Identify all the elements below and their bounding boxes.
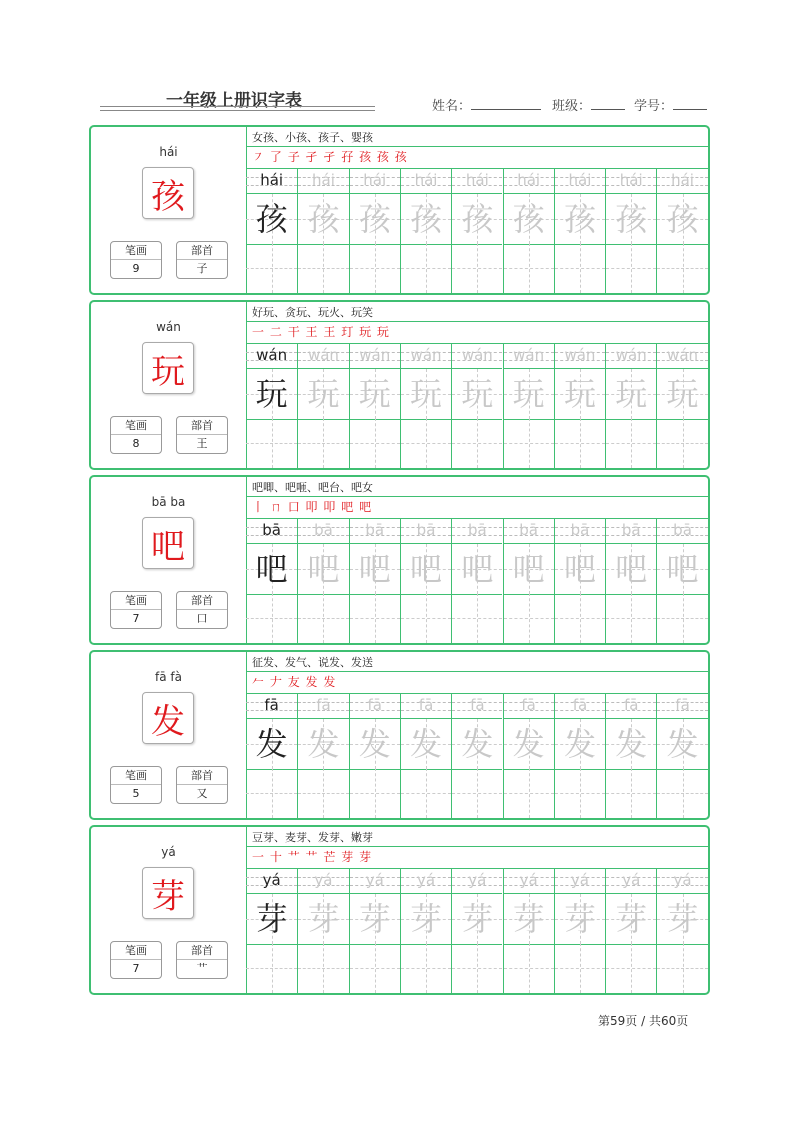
- strokes-label: 笔画: [111, 242, 161, 260]
- grid-pinyin: yá: [314, 871, 333, 889]
- grid-pinyin: fā: [675, 696, 690, 714]
- stroke-step: 丨: [252, 500, 266, 514]
- grid-character: 吧: [410, 550, 443, 588]
- stroke-step: 𠂇: [269, 675, 283, 689]
- stroke-step: 王: [323, 325, 337, 339]
- grid-character: 芽: [666, 900, 699, 938]
- grid-character: 芽: [307, 900, 340, 938]
- grid-character: 发: [512, 725, 545, 763]
- stroke-step: 芒: [323, 850, 337, 864]
- practice-cell[interactable]: [349, 869, 400, 993]
- grid-pinyin: hái: [312, 171, 335, 189]
- practice-cell[interactable]: [400, 519, 451, 643]
- grid-character: 玩: [563, 375, 596, 413]
- radical-value: 子: [196, 262, 208, 275]
- grid-character: 玩: [666, 375, 699, 413]
- radical-value: 艹: [196, 962, 208, 975]
- practice-cell[interactable]: [349, 344, 400, 468]
- practice-cell[interactable]: [451, 169, 502, 293]
- stroke-step: 发: [305, 675, 319, 689]
- word-examples: 征发、发气、说发、发送: [252, 656, 373, 669]
- grid-character: 吧: [358, 550, 391, 588]
- grid-pinyin: hái: [414, 171, 438, 189]
- grid-pinyin: hái: [671, 171, 694, 189]
- stroke-step: 叩: [323, 500, 337, 514]
- grid-character: 发: [255, 725, 288, 763]
- strokes-box: [110, 766, 162, 804]
- grid-pinyin: fā: [521, 696, 536, 714]
- practice-grid: [246, 694, 708, 818]
- grid-pinyin: wán: [359, 346, 391, 364]
- strokes-box: [110, 591, 162, 629]
- practice-cell[interactable]: [554, 169, 605, 293]
- grid-pinyin: yá: [468, 871, 487, 889]
- radical-box: [176, 241, 228, 279]
- practice-cell[interactable]: [246, 344, 297, 468]
- stroke-order: [252, 497, 372, 517]
- practice-cell[interactable]: [503, 694, 554, 818]
- grid-pinyin: fā: [316, 696, 331, 714]
- character-pinyin: hái: [159, 145, 178, 159]
- practice-cell[interactable]: [503, 169, 554, 293]
- grid-pinyin: bā: [673, 521, 692, 539]
- grid-pinyin: bā: [519, 521, 538, 539]
- practice-cell[interactable]: [605, 169, 656, 293]
- grid-character: 吧: [512, 550, 545, 588]
- character-card: [89, 650, 710, 820]
- practice-panel: [246, 477, 708, 643]
- grid-character: 吧: [563, 550, 596, 588]
- grid-character: 芽: [563, 900, 596, 938]
- strokes-box: [110, 941, 162, 979]
- character-display: 发: [142, 692, 194, 744]
- grid-character: 玩: [410, 375, 443, 413]
- stroke-step: 王: [305, 325, 319, 339]
- class-field[interactable]: [552, 95, 625, 114]
- grid-pinyin: fā: [418, 696, 434, 714]
- radical-box: [176, 416, 228, 454]
- grid-character: 玩: [512, 375, 545, 413]
- stroke-step: 艹: [287, 850, 301, 864]
- stroke-step: ㇇: [252, 150, 266, 164]
- grid-pinyin: fā: [367, 696, 382, 714]
- name-label: 姓名：: [432, 99, 472, 114]
- page-title: 一年级上册识字表: [166, 91, 302, 111]
- grid-character: 玩: [255, 375, 288, 413]
- practice-cell[interactable]: [400, 169, 451, 293]
- grid-pinyin: bā: [262, 521, 281, 539]
- grid-pinyin: yá: [673, 871, 692, 889]
- character-pinyin: yá: [161, 845, 176, 859]
- word-examples: 好玩、贪玩、玩火、玩笑: [252, 306, 373, 319]
- practice-cell[interactable]: [554, 869, 605, 993]
- practice-cell[interactable]: [656, 694, 707, 818]
- strokes-label: 笔画: [111, 592, 161, 610]
- stroke-step: 𠂉: [252, 675, 266, 689]
- character-display: 玩: [142, 342, 194, 394]
- strokes-label: 笔画: [111, 942, 161, 960]
- stroke-step: 孑: [323, 150, 337, 164]
- name-blank[interactable]: [471, 95, 541, 110]
- practice-cell[interactable]: [656, 169, 707, 293]
- practice-cell[interactable]: [246, 519, 297, 643]
- id-label: 学号：: [634, 99, 674, 114]
- practice-grid: [246, 169, 708, 293]
- character-card: [89, 475, 710, 645]
- grid-pinyin: hái: [363, 171, 387, 189]
- grid-character: 玩: [615, 375, 648, 413]
- grid-pinyin: hái: [619, 171, 643, 189]
- grid-pinyin: wán: [410, 346, 442, 364]
- class-label: 班级：: [552, 99, 592, 114]
- practice-cell[interactable]: [400, 869, 451, 993]
- stroke-step: 玎: [341, 325, 355, 339]
- radical-label: 部首: [177, 592, 227, 610]
- stroke-step: 一: [252, 850, 266, 864]
- stroke-order: [252, 672, 336, 692]
- character-card: [89, 825, 710, 995]
- grid-character: 玩: [461, 375, 494, 413]
- practice-cell[interactable]: [656, 869, 707, 993]
- strokes-count: 7: [132, 962, 140, 975]
- grid-character: 孩: [358, 200, 391, 238]
- grid-pinyin: hái: [260, 171, 284, 189]
- practice-cell[interactable]: [605, 869, 656, 993]
- practice-cell[interactable]: [297, 519, 348, 643]
- character-info-panel: [91, 652, 247, 818]
- practice-panel: [246, 302, 708, 468]
- character-card: [89, 125, 710, 295]
- grid-character: 芽: [255, 900, 288, 938]
- stroke-step: 芽: [341, 850, 355, 864]
- grid-pinyin: wán: [256, 346, 288, 364]
- grid-character: 发: [307, 725, 340, 763]
- practice-cell[interactable]: [246, 169, 297, 293]
- stroke-step: 二: [269, 325, 283, 339]
- practice-cell[interactable]: [297, 344, 348, 468]
- grid-character: 孩: [563, 200, 596, 238]
- grid-pinyin: yá: [417, 871, 436, 889]
- character-info-panel: [91, 477, 247, 643]
- practice-cell[interactable]: [246, 694, 297, 818]
- strokes-count: 7: [132, 612, 140, 625]
- practice-cell[interactable]: [451, 344, 502, 468]
- grid-character: 孩: [461, 200, 494, 238]
- stroke-step: 发: [323, 675, 337, 689]
- grid-character: 玩: [358, 375, 391, 413]
- id-blank[interactable]: [673, 95, 707, 110]
- practice-cell[interactable]: [349, 694, 400, 818]
- radical-label: 部首: [177, 942, 227, 960]
- practice-cell[interactable]: [349, 519, 400, 643]
- grid-character: 孩: [307, 200, 340, 238]
- practice-cell[interactable]: [503, 344, 554, 468]
- stroke-step: 吧: [359, 500, 373, 514]
- stroke-step: 一: [252, 325, 266, 339]
- strokes-count: 9: [132, 262, 140, 275]
- practice-panel: [246, 652, 708, 818]
- stroke-step: 口: [287, 500, 301, 514]
- grid-pinyin: wán: [513, 346, 545, 364]
- stroke-step: 孩: [376, 150, 390, 164]
- stroke-step: 玩: [359, 325, 373, 339]
- grid-character: 吧: [461, 550, 494, 588]
- radical-label: 部首: [177, 417, 227, 435]
- practice-grid: [246, 869, 708, 993]
- practice-cell[interactable]: [605, 694, 656, 818]
- grid-pinyin: hái: [465, 171, 489, 189]
- stroke-step: 十: [269, 850, 283, 864]
- practice-cell[interactable]: [605, 344, 656, 468]
- grid-pinyin: fā: [264, 696, 279, 714]
- character-pinyin: wán: [156, 320, 181, 334]
- title-underline: [100, 106, 375, 111]
- grid-pinyin: bā: [314, 521, 333, 539]
- stroke-step: 孖: [341, 150, 355, 164]
- word-examples: 女孩、小孩、孩子、婴孩: [252, 131, 373, 144]
- practice-cell[interactable]: [656, 519, 707, 643]
- grid-pinyin: yá: [262, 871, 281, 889]
- grid-pinyin: bā: [621, 521, 641, 539]
- grid-pinyin: fā: [624, 696, 639, 714]
- grid-character: 发: [666, 725, 699, 763]
- character-display: 孩: [142, 167, 194, 219]
- character-pinyin: fā fà: [155, 670, 182, 684]
- character-display: 吧: [142, 517, 194, 569]
- grid-character: 吧: [307, 550, 340, 588]
- grid-character: 发: [461, 725, 494, 763]
- grid-character: 吧: [255, 550, 288, 588]
- radical-box: [176, 941, 228, 979]
- strokes-label: 笔画: [111, 767, 161, 785]
- stroke-order: [252, 322, 390, 342]
- practice-cell[interactable]: [349, 169, 400, 293]
- grid-character: 发: [410, 725, 443, 763]
- grid-character: 芽: [512, 900, 545, 938]
- grid-character: 发: [358, 725, 391, 763]
- practice-cell[interactable]: [297, 694, 348, 818]
- stroke-step: 子: [287, 150, 301, 164]
- grid-pinyin: yá: [570, 871, 589, 889]
- radical-label: 部首: [177, 242, 227, 260]
- practice-cell[interactable]: [400, 694, 451, 818]
- id-field[interactable]: [634, 95, 707, 114]
- stroke-order: [252, 847, 372, 867]
- character-display: 芽: [142, 867, 194, 919]
- practice-cell[interactable]: [451, 694, 502, 818]
- character-pinyin: bā ba: [151, 495, 186, 509]
- radical-value: 王: [196, 437, 208, 450]
- stroke-step: 友: [287, 675, 301, 689]
- practice-cell[interactable]: [246, 869, 297, 993]
- grid-pinyin: bā: [365, 521, 385, 539]
- grid-pinyin: yá: [622, 871, 641, 889]
- stroke-step: 了: [269, 150, 283, 164]
- grid-character: 孩: [255, 200, 288, 238]
- practice-cell[interactable]: [451, 869, 502, 993]
- practice-cell[interactable]: [554, 344, 605, 468]
- character-info-panel: [91, 302, 247, 468]
- stroke-step: 艹: [305, 850, 319, 864]
- stroke-step: ㄇ: [269, 500, 283, 514]
- grid-pinyin: hái: [517, 171, 541, 189]
- radical-value: 又: [196, 787, 208, 800]
- grid-pinyin: wán: [615, 346, 647, 364]
- grid-pinyin: wán: [667, 346, 699, 364]
- practice-cell[interactable]: [554, 519, 605, 643]
- stroke-order: [252, 147, 408, 167]
- grid-character: 孩: [666, 200, 699, 238]
- grid-pinyin: yá: [519, 871, 538, 889]
- stroke-step: 芽: [359, 850, 373, 864]
- grid-pinyin: fā: [572, 696, 588, 714]
- word-examples: 豆芽、麦芽、发芽、嫩芽: [252, 831, 373, 844]
- grid-pinyin: wán: [461, 346, 493, 364]
- grid-pinyin: yá: [365, 871, 384, 889]
- name-field[interactable]: [432, 95, 541, 114]
- radical-box: [176, 766, 228, 804]
- grid-character: 玩: [307, 375, 340, 413]
- stroke-step: 叩: [305, 500, 319, 514]
- radical-label: 部首: [177, 767, 227, 785]
- grid-character: 芽: [461, 900, 494, 938]
- strokes-box: [110, 416, 162, 454]
- grid-pinyin: hái: [568, 171, 592, 189]
- class-blank[interactable]: [591, 95, 625, 110]
- stroke-step: 孩: [394, 150, 408, 164]
- practice-cell[interactable]: [503, 869, 554, 993]
- strokes-box: [110, 241, 162, 279]
- grid-character: 芽: [615, 900, 648, 938]
- grid-character: 孩: [410, 200, 443, 238]
- practice-panel: [246, 827, 708, 993]
- character-info-panel: [91, 827, 247, 993]
- stroke-step: 孑: [305, 150, 319, 164]
- practice-panel: [246, 127, 708, 293]
- character-info-panel: [91, 127, 247, 293]
- radical-box: [176, 591, 228, 629]
- practice-cell[interactable]: [554, 694, 605, 818]
- grid-pinyin: bā: [570, 521, 590, 539]
- grid-pinyin: wán: [564, 346, 596, 364]
- practice-grid: [246, 344, 708, 468]
- grid-character: 发: [615, 725, 648, 763]
- stroke-step: 玩: [376, 325, 390, 339]
- practice-cell[interactable]: [297, 169, 348, 293]
- strokes-label: 笔画: [111, 417, 161, 435]
- grid-pinyin: bā: [416, 521, 436, 539]
- grid-pinyin: fā: [470, 696, 485, 714]
- practice-cell[interactable]: [297, 869, 348, 993]
- radical-value: 口: [196, 612, 208, 625]
- grid-character: 孩: [512, 200, 545, 238]
- character-card: [89, 300, 710, 470]
- grid-character: 芽: [358, 900, 391, 938]
- grid-character: 发: [563, 725, 596, 763]
- grid-pinyin: bā: [467, 521, 487, 539]
- practice-cell[interactable]: [605, 519, 656, 643]
- practice-grid: [246, 519, 708, 643]
- strokes-count: 5: [132, 787, 140, 800]
- practice-cell[interactable]: [451, 519, 502, 643]
- word-examples: 吧唧、吧咂、吧台、吧女: [252, 481, 373, 494]
- stroke-step: 干: [287, 325, 301, 339]
- practice-cell[interactable]: [503, 519, 554, 643]
- practice-cell[interactable]: [656, 344, 707, 468]
- grid-character: 吧: [615, 550, 648, 588]
- grid-character: 吧: [666, 550, 699, 588]
- stroke-step: 孩: [359, 150, 373, 164]
- grid-character: 芽: [410, 900, 443, 938]
- grid-pinyin: wán: [307, 346, 339, 364]
- practice-cell[interactable]: [400, 344, 451, 468]
- strokes-count: 8: [132, 437, 140, 450]
- grid-character: 孩: [615, 200, 648, 238]
- page-footer: 第59页 / 共60页: [598, 1014, 689, 1028]
- stroke-step: 吧: [341, 500, 355, 514]
